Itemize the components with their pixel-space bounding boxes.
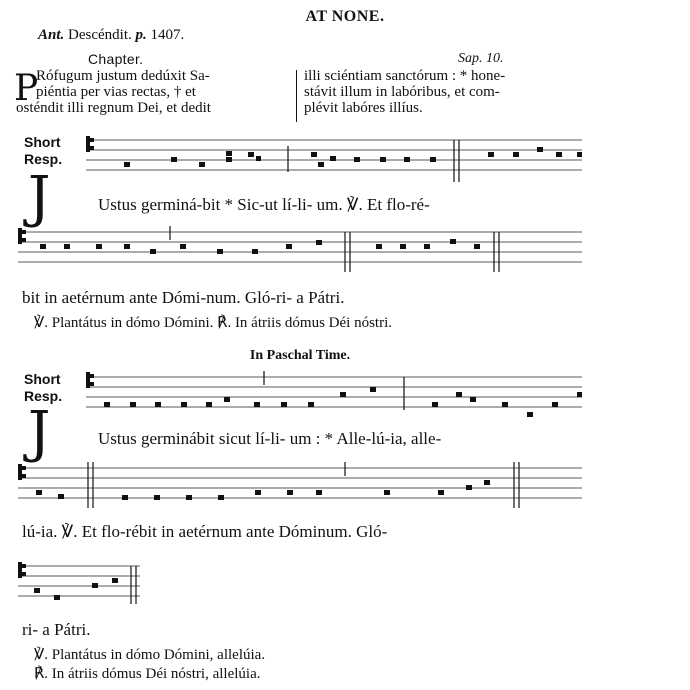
chapter-line: illi sciéntiam sanctórum : * hone- <box>304 68 506 84</box>
lyric-line: bit in aetérnum ante Dómi-num. Gló-ri- a Pátri. <box>22 288 345 307</box>
chapter-line: piéntia per vias rectas, † et <box>36 84 196 100</box>
antiphon-label: Ant. <box>38 27 65 43</box>
chapter-line: osténdit illi regnum Dei, et dedit <box>16 100 211 116</box>
chapter-line: plévit labóres illíus. <box>304 100 423 116</box>
resp-label-line: Short <box>24 371 61 387</box>
lyric-line: ri- a Pátri. <box>22 620 91 639</box>
chapter-heading: Chapter. <box>88 51 144 67</box>
verse-line: ℣. Plantátus in dómo Dómini. ℟. In átriis dómus Déi nóstri. <box>34 315 393 331</box>
neumes <box>34 147 582 600</box>
chapter-line: Rófugum justum dedúxit Sa- <box>36 68 210 84</box>
resp-label-line: Resp. <box>24 151 63 167</box>
lyric-line: Ustus germinábit sicut lí-li- um : * Alle-lú-ia, alle- <box>98 429 442 448</box>
verse-line: ℟. In átriis dómus Déi nóstri, allelúia. <box>34 666 261 682</box>
antiphon-page-label: p. <box>135 27 147 43</box>
antiphon-text: Descéndit. <box>68 27 132 43</box>
resp-initial: J <box>28 165 51 230</box>
lyric-line: Ustus germiná-bit * Sic-ut lí-li- um. ℣. Et flo-ré- <box>98 195 430 214</box>
paschal-heading: In Paschal Time. <box>249 348 351 363</box>
lyric-line: lú-ia. ℣. Et flo-rébit in aetérnum ante Dóminum. Gló- <box>22 522 388 541</box>
antiphon-page: 1407. <box>150 27 185 43</box>
paschal-initial: J <box>28 400 51 465</box>
staff-lines <box>18 140 582 596</box>
resp-label-line: Short <box>24 134 61 150</box>
chapter-initial: P <box>14 68 39 109</box>
verse-line: ℣. Plantátus in dómo Dómini, allelúia. <box>34 647 266 663</box>
chapter-reference: Sap. 10. <box>458 51 504 66</box>
chapter-line: stávit illum in labóribus, et com- <box>304 84 500 100</box>
section-title: AT NONE. <box>305 8 385 25</box>
clefs <box>18 136 94 578</box>
bar-lines <box>88 140 519 604</box>
resp-label-line: Resp. <box>24 388 63 404</box>
